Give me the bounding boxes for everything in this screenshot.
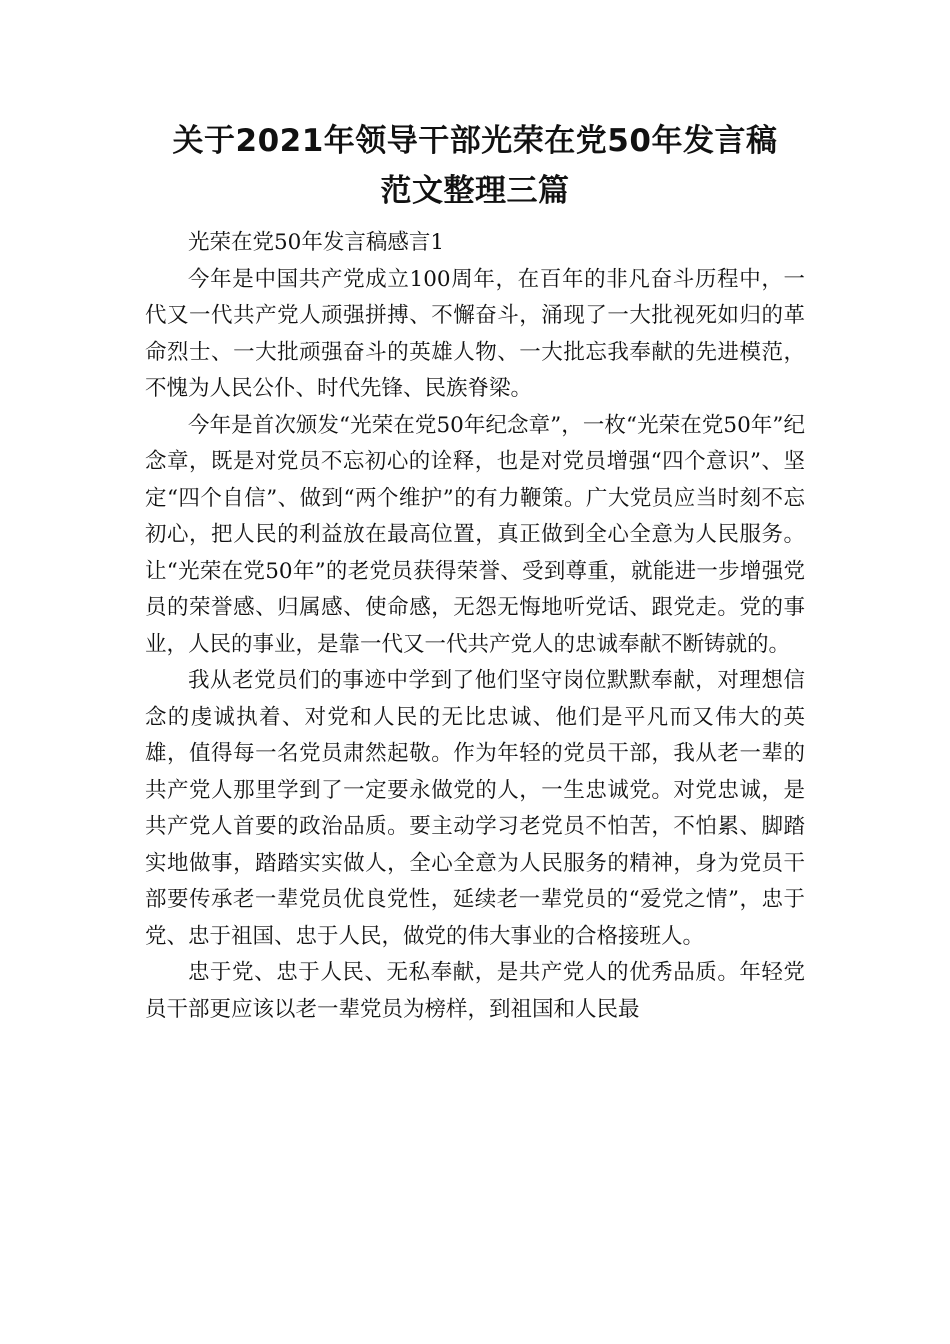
section-heading: 光荣在党50年发言稿感言1 xyxy=(188,230,445,255)
document-title xyxy=(145,116,805,216)
body-paragraph-3: 我从老党员们的事迹中学到了他们坚守岗位默默奉献，对理想信念的虔诚执着、对党和人民的无比忠诚、他们是平凡而又伟大的英雄，值得每一名党员肃然起敬。作为年轻的党员干部，我从老一辈的共产党人那里学到了一定要永做党的人，一生忠诚党。对党忠诚，是共产党人首要的政治品质。要主动学习老党员不怕苦，不怕累、脚踏实地做事，踏踏实实做人，全心全意为人民服务的精神，身为党员干部要传承老一辈党员优良党性，延续老一辈党员的“爱党之情”，忠于党、忠于祖国、忠于人民，做党的伟大事业的合格接班人。 xyxy=(145,668,805,949)
body-paragraph-2: 今年是首次颁发“光荣在党50年纪念章”，一枚“光荣在党50年”纪念章，既是对党员不忘初心的诠释，也是对党员增强“四个意识”、坚定“四个自信”、做到“两个维护”的有力鞭策。广大党员应当时刻不忘初心，把人民的利益放在最高位置，真正做到全心全意为人民服务。让“光荣在党50年”的老党员获得荣誉、受到尊重，就能进一步增强党员的荣誉感、归属感、使命感，无怨无悔地听党话、跟党走。党的事业，人民的事业，是靠一代又一代共产党人的忠诚奉献不断铸就的。 xyxy=(145,412,805,657)
body-paragraph-4: 忠于党、忠于人民、无私奉献，是共产党人的优秀品质。年轻党员干部更应该以老一辈党员为榜样，到祖国和人民最 xyxy=(145,960,805,1022)
document-title-line-1: 关于2021年领导干部光荣在党50年发言稿 xyxy=(172,123,778,159)
body-paragraph-1: 今年是中国共产党成立100周年，在百年的非凡奋斗历程中，一代又一代共产党人顽强拼搏、不懈奋斗，涌现了一大批视死如归的革命烈士、一大批顽强奋斗的英雄人物、一大批忘我奉献的先进模范，不愧为人民公仆、时代先锋、民族脊梁。 xyxy=(145,266,805,401)
document-title-line-2: 范文整理三篇 xyxy=(380,173,570,209)
document-body xyxy=(145,225,805,1028)
